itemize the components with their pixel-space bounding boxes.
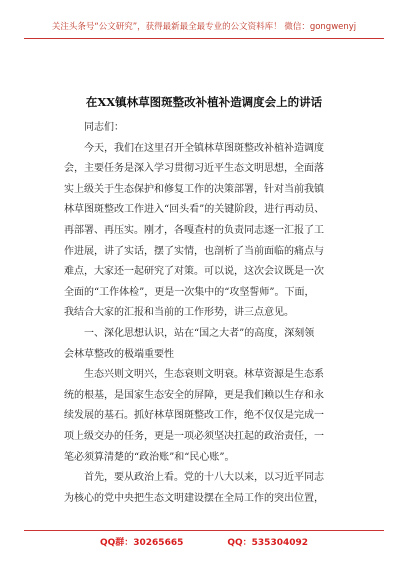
footer-divider [24,530,384,531]
footer-contact [0,535,408,548]
header-promo-note: 关注头条号“公文研究”，获得最新最全最专业的公文资料库！ 微信：gongwenyj [51,22,357,32]
document-title: 在XX镇林草图斑整改补植补造调度会上的讲话 [85,95,323,109]
paragraph-line: 续发展的基石。抓好林草图斑整改工作，绝不仅仅是完成一 [64,410,324,422]
paragraph-line: 今天，我们在这里召开全镇林草图斑整改补植补造调度 [84,142,324,154]
paragraph-line: 难点，大家还一起研究了对策。可以说，这次会议既是一次 [64,266,324,278]
paragraph-line: 实上级关于生态保护和修复工作的决策部署，针对当前我镇 [64,183,324,195]
paragraph-line: 首先，要从政治上看。党的十八大以来，以习近平同志 [84,472,324,484]
paragraph-line: 统的根基，是国家生态安全的屏障，更是我们赖以生存和永 [64,389,324,401]
paragraph-line: 我结合大家的汇报和当前的工作形势，讲三点意见。 [64,307,294,319]
paragraph-line: 再部署、再压实。刚才，各嘎查村的负责同志逐一汇报了工 [64,224,324,236]
paragraph-line: 会，主要任务是深入学习贯彻习近平生态文明思想，全面落 [64,163,324,175]
qq-group-number: QQ群：30265665 [99,538,184,548]
paragraph-line: 项上级交办的任务，更是一项必须坚决扛起的政治责任，一 [64,430,324,442]
section-heading: 会林草整改的极端重要性 [64,348,174,360]
paragraph-line: 作进展，讲了实话，摆了实情，也剖析了当前面临的痛点与 [64,245,324,257]
header-divider [24,38,384,39]
qq-number: QQ：535304092 [227,538,309,548]
document-body [64,118,354,509]
paragraph-line: 笔必须算清楚的“政治账”和“民心账”。 [64,451,235,463]
paragraph-line: 生态兴则文明兴，生态衰则文明衰。林草资源是生态系 [84,369,324,381]
section-heading: 一、深化思想认识，站在“国之大者”的高度，深刻领 [84,327,315,339]
paragraph-line: 为核心的党中央把生态文明建设摆在全局工作的突出位置， [64,492,324,504]
paragraph-line: 全面的“工作体检”，更是一次集中的“攻坚誓师”。下面， [64,286,315,298]
salutation: 同志们： [84,122,124,133]
paragraph-line: 林草图斑整改工作进入“回头看”的关键阶段，进行再动员、 [64,204,325,216]
